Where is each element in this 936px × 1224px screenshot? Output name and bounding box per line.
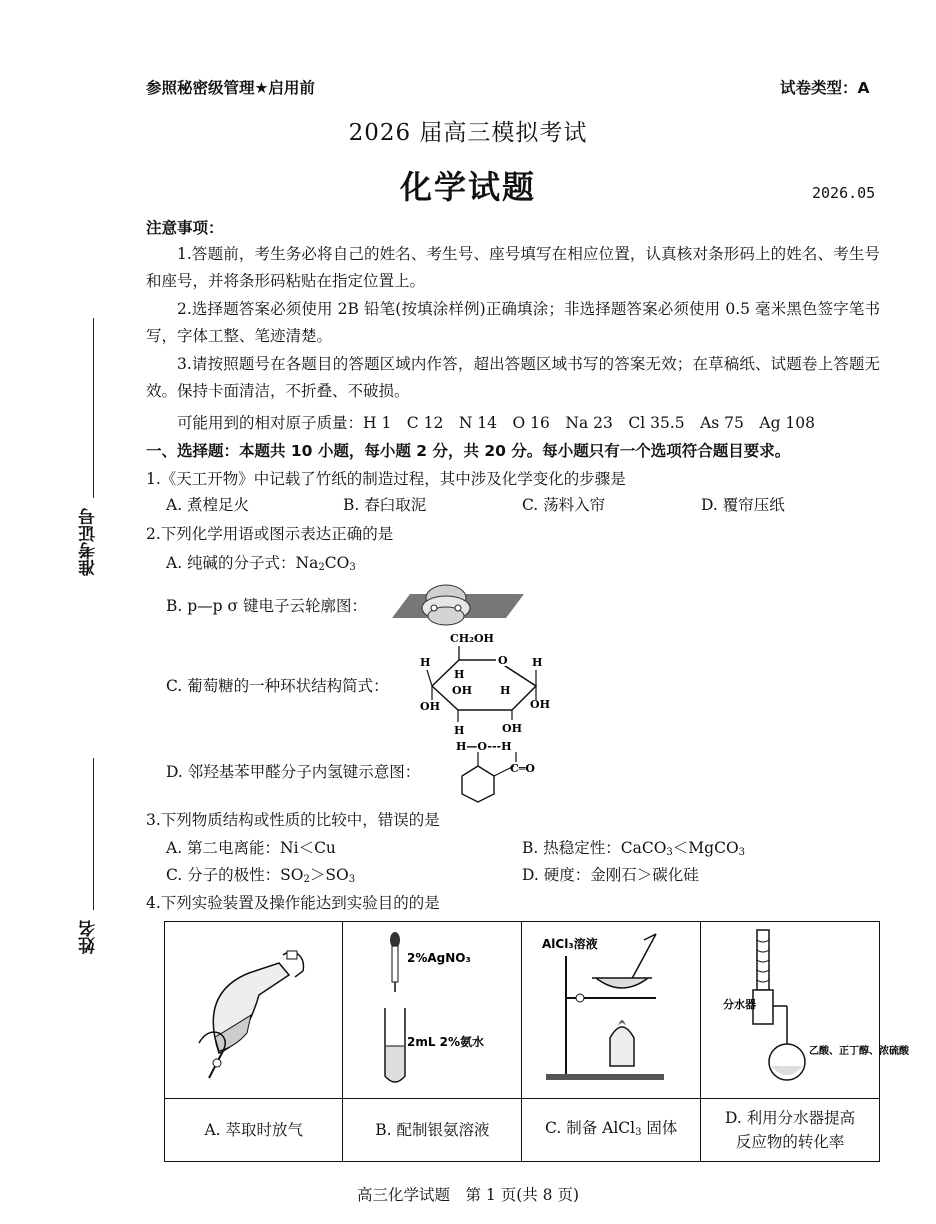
svg-text:OH: OH	[452, 684, 472, 697]
water-separator-figure	[705, 926, 910, 1091]
svg-text:OH: OH	[420, 700, 440, 713]
q1-option-c: C. 荡料入帘	[522, 496, 606, 514]
caption-b: B. 配制银氨溶液	[343, 1099, 522, 1162]
q3-option-b: B. 热稳定性：CaCO$_3$＜MgCO$_3$	[522, 839, 746, 858]
exam-id-line	[93, 318, 94, 498]
q1-option-a: A. 煮楻足火	[166, 496, 250, 514]
note-3: 3.请按照题号在各题目的答题区域内作答，超出答题区域书写的答案无效；在草稿纸、试题卷上答题无效。保持卡面清洁，不折叠、不破损。	[146, 355, 880, 400]
q1-option-d: D. 覆帘压纸	[701, 496, 785, 514]
q3-option-a: A. 第二电离能：Ni＜Cu	[166, 839, 336, 857]
caption-a: A. 萃取时放气	[165, 1099, 343, 1162]
silver-ammonia-figure	[347, 926, 517, 1091]
svg-text:分水器: 分水器	[723, 997, 757, 1011]
glucose-ch2oh: CH₂OH	[450, 632, 494, 645]
svg-text:H: H	[532, 656, 543, 669]
svg-text:H: H	[500, 684, 511, 697]
q3-option-d: D. 硬度：金刚石＞碳化硅	[522, 866, 699, 884]
page-footer: 高三化学试题 第 1 页(共 8 页)	[356, 1186, 580, 1204]
svg-text:OH: OH	[530, 698, 550, 711]
subject-title: 化学试题	[399, 168, 536, 206]
q2-option-b: B. p—p σ 键电子云轮廓图：	[166, 597, 368, 615]
q3-stem: 3.下列物质结构或性质的比较中，错误的是	[146, 811, 440, 829]
q1-option-b: B. 舂臼取泥	[343, 496, 427, 514]
caption-c: C. 制备 AlCl$_3$ 固体	[522, 1099, 701, 1162]
svg-text:2mL 2%氨水: 2mL 2%氨水	[407, 1034, 485, 1049]
svg-text:C═O: C═O	[510, 762, 535, 775]
fig-a-cell	[165, 922, 343, 1099]
note-1: 1.答题前，考生务必将自己的姓名、考生号、座号填写在相应位置，认真核对条形码上的姓名、考生号和座号，并将条形码粘贴在指定位置上。	[146, 245, 880, 290]
q4-stem: 4.下列实验装置及操作能达到实验目的的是	[146, 894, 440, 912]
svg-text:2%AgNO₃: 2%AgNO₃	[407, 950, 472, 965]
evaporation-figure	[526, 926, 696, 1091]
glucose-ring-o: O	[498, 654, 508, 667]
fig-b-cell	[343, 922, 522, 1099]
section1-title: 一、选择题：本题共 10 小题，每小题 2 分，共 20 分。每小题只有一个选项符合题目要求。	[146, 442, 791, 460]
name-line	[93, 758, 94, 910]
svg-text:OH: OH	[502, 722, 522, 735]
q3-option-c: C. 分子的极性：$SO_2>SO_3$	[166, 866, 356, 885]
q2-option-d: D. 邻羟基苯甲醛分子内氢键示意图：	[166, 763, 421, 781]
svg-text:乙酸、正丁醇、浓硫酸: 乙酸、正丁醇、浓硫酸	[809, 1045, 910, 1057]
secret-level: 参照秘密级管理★启用前	[146, 79, 315, 97]
q2-stem: 2.下列化学用语或图示表达正确的是	[146, 525, 394, 543]
fig-c-cell	[522, 922, 701, 1099]
fig-d-cell	[701, 922, 910, 1099]
q1-stem: 1.《天工开物》中记载了竹纸的制造过程，其中涉及化学变化的步骤是	[146, 470, 626, 488]
sigma-bond-orbital-figure	[382, 578, 526, 632]
hydrogen-bond-figure	[452, 738, 552, 804]
separatory-funnel-figure	[179, 933, 329, 1083]
caption-d: D. 利用分水器提高 反应物的转化率	[701, 1099, 880, 1162]
exam-title: 2026 届高三模拟考试	[348, 120, 588, 146]
glucose-ring-figure	[414, 628, 564, 740]
svg-text:H: H	[454, 724, 465, 737]
paper-type: 试卷类型：A	[780, 79, 870, 97]
experiment-table	[164, 921, 910, 1162]
q2-option-a: A. 纯碱的分子式：$Na_2CO_3$	[166, 554, 356, 573]
exam-date: 2026.05	[812, 184, 876, 202]
name-label: 姓名	[79, 920, 99, 954]
svg-text:H: H	[420, 656, 431, 669]
svg-text:H: H	[454, 668, 465, 681]
svg-text:AlCl₃溶液: AlCl₃溶液	[542, 936, 598, 951]
q2-option-c: C. 葡萄糖的一种环状结构简式：	[166, 677, 389, 695]
exam-id-label: 准考证号	[79, 508, 99, 576]
note-2: 2.选择题答案必须使用 2B 铅笔(按填涂样例)正确填涂；非选择题答案必须使用 0.5 毫米黑色签字笔书写，字体工整、笔迹清楚。	[146, 300, 880, 345]
atomic-masses: 可能用到的相对原子质量：H 1 C 12 N 14 O 16 Na 23 Cl 35.5 As 75 Ag 108	[177, 414, 816, 432]
svg-text:H—O---H: H—O---H	[456, 740, 512, 753]
notes-heading: 注意事项：	[146, 219, 224, 237]
